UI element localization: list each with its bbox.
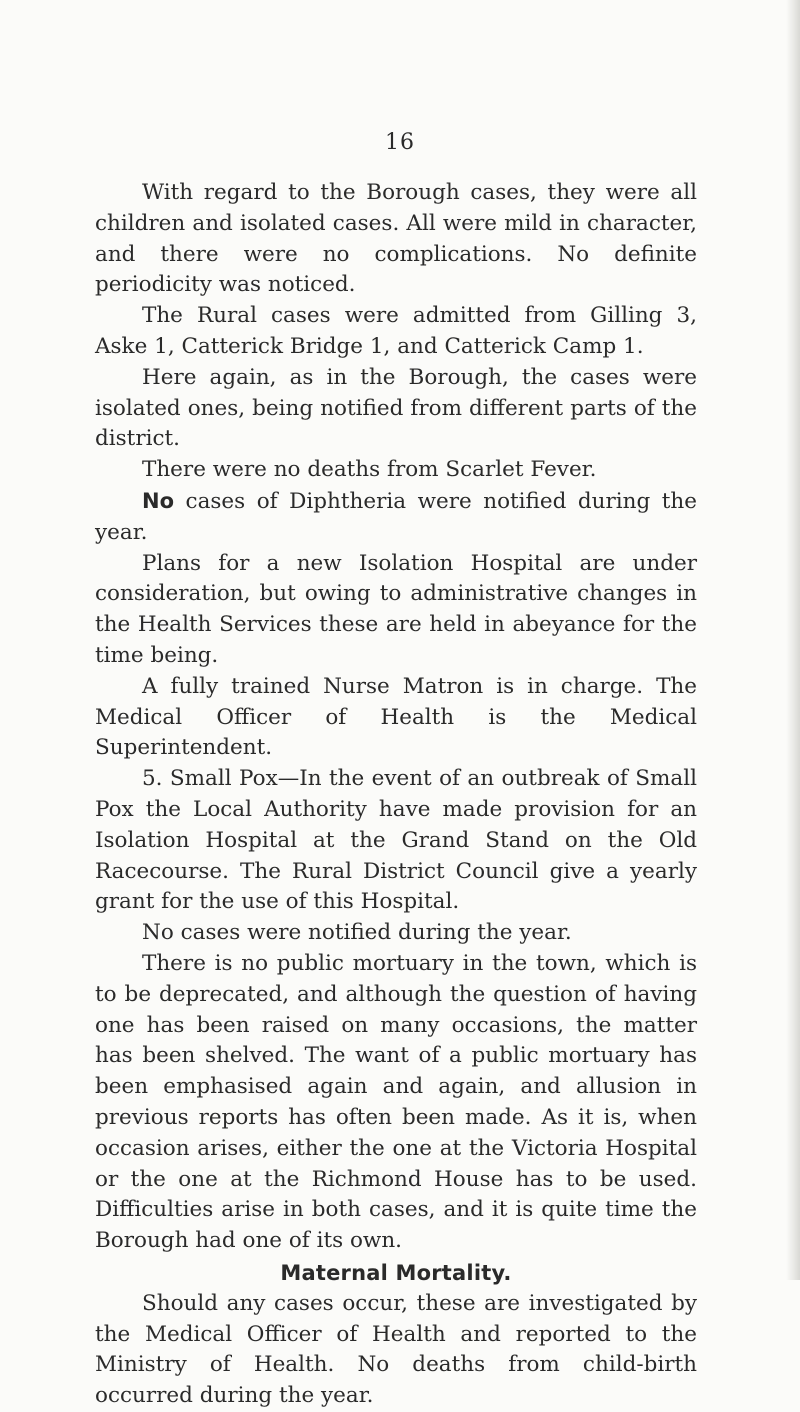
paragraph-rural-cases: The Rural cases were admitted from Gilling 3, Aske 1, Catterick Bridge 1, and Catterick Camp 1.	[95, 303, 697, 359]
diphtheria-lead-word: No	[142, 488, 175, 513]
body-text	[95, 178, 697, 1412]
page-number: 16	[385, 130, 415, 155]
paragraph-diphtheria	[95, 486, 697, 549]
diphtheria-text: cases of Diphtheria were notified during the year.	[95, 488, 697, 545]
paragraph-borough-cases: With regard to the Borough cases, they were all children and isolated cases. All were mild in character, and there were no complications. No definite periodicity was noticed.	[95, 180, 697, 298]
paragraph-no-cases: No cases were notified during the year.	[142, 920, 572, 946]
paragraph-scarlet-fever: There were no deaths from Scarlet Fever.	[142, 457, 597, 483]
section-heading-maternal-mortality: Maternal Mortality.	[280, 1260, 512, 1285]
page-edge-shadow	[786, 0, 800, 1280]
paragraph-maternal-mortality: Should any cases occur, these are investigated by the Medical Officer of Health and reported to the Ministry of Health. No deaths from child-birth occurred during the year.	[95, 1290, 697, 1409]
paragraph-public-mortuary: There is no public mortuary in the town, which is to be deprecated, and although the question of having one has been raised on many occasions, the matter has been shelved. The want of a public mortuary has been emphasised again and again, and allusion in previous reports has often been made. As it is, when occasion arises, either the one at the Victoria Hospital or the one at the Richmond House has to be used. Difficulties arise in both cases, and it is quite time the Borough had one of its own.	[95, 950, 697, 1254]
paragraph-isolated-ones: Here again, as in the Borough, the cases were isolated ones, being notified from different parts of the district.	[95, 364, 697, 452]
paragraph-small-pox: 5. Small Pox—In the event of an outbreak of Small Pox the Local Authority have made provision for an Isolation Hospital at the Grand Stand on the Old Racecourse. The Rural District Council give a yearly grant for the use of this Hospital.	[95, 766, 697, 915]
paragraph-isolation-hospital-plans: Plans for a new Isolation Hospital are under consideration, but owing to administrative changes in the Health Services these are held in abeyance for the time being.	[95, 550, 697, 668]
paragraph-nurse-matron: A fully trained Nurse Matron is in charge. The Medical Officer of Health is the Medical Superintendent.	[95, 673, 697, 761]
